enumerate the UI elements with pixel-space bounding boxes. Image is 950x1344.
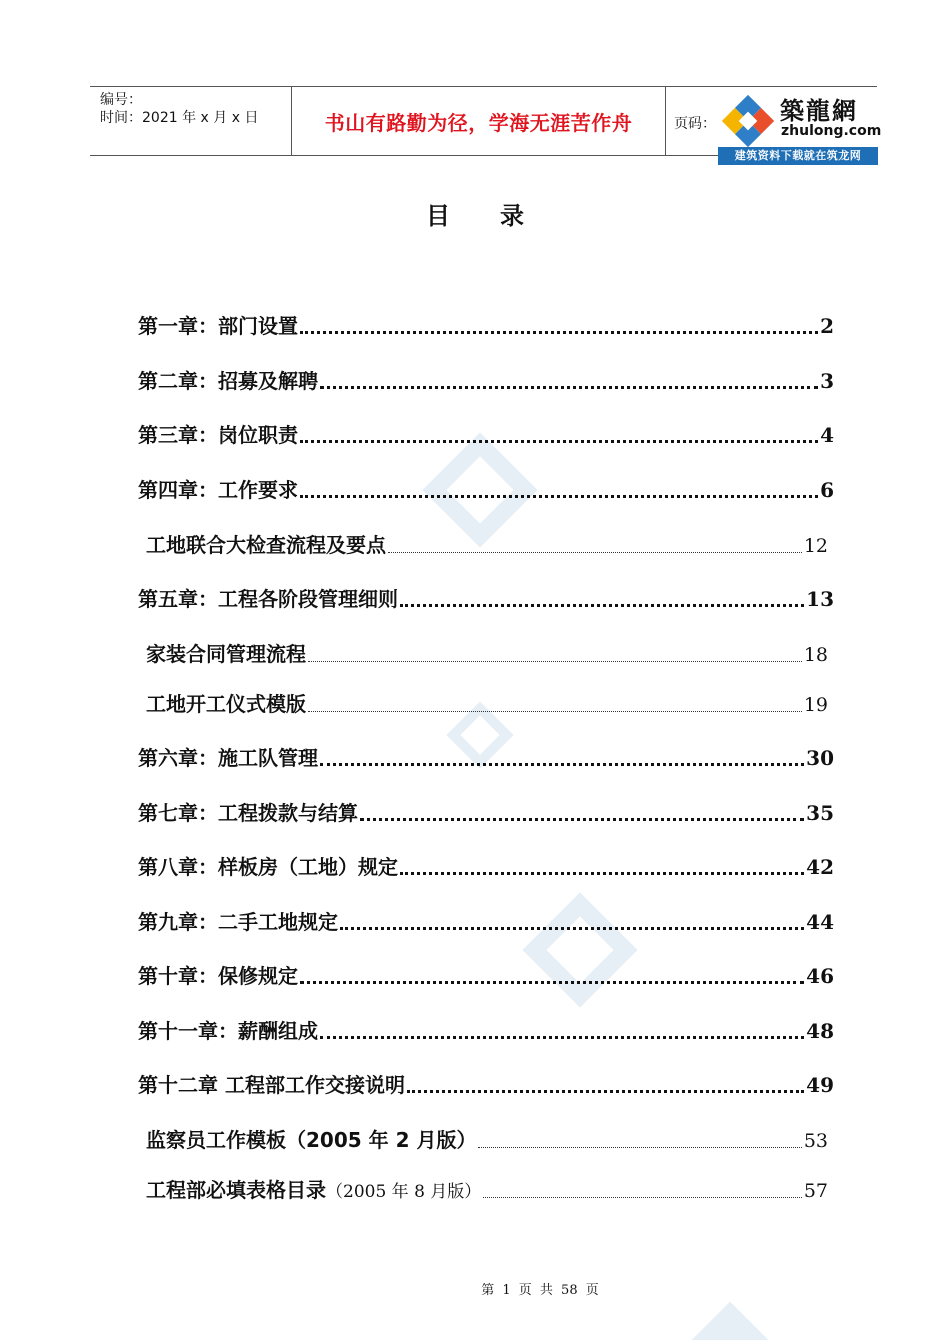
zhulong-logo-icon — [720, 93, 776, 149]
toc-entry-label: 家装合同管理流程 — [146, 642, 306, 666]
header-motto: 书山有路勤为径，学海无涯苦作舟 — [324, 110, 633, 135]
toc-entry-label: 第三章：岗位职责 — [138, 423, 298, 447]
toc-entry-label: 第四章：工作要求 — [138, 478, 298, 502]
toc-entry-label: 工地联合大检查流程及要点 — [146, 533, 386, 557]
toc-entry-page-number: 3 — [820, 369, 834, 393]
logo-tagline: 建筑资料下载就在筑龙网 — [718, 147, 878, 165]
toc-entry-page-number: 12 — [803, 535, 828, 557]
toc-dot-leader — [300, 981, 804, 984]
toc-entry-label: 第八章：样板房（工地）规定 — [138, 855, 398, 879]
toc-entry[interactable] — [138, 797, 834, 826]
toc-dot-leader — [478, 1147, 801, 1148]
toc-dot-leader — [320, 386, 818, 389]
toc-entry-note: （2005 年 8 月版） — [326, 1182, 482, 1202]
page-footer: 第 1 页 共 58 页 — [481, 1283, 599, 1298]
toc-dot-leader — [320, 1036, 804, 1039]
toc-dot-leader — [400, 604, 804, 607]
page-number-label: 页码： — [674, 116, 716, 132]
toc-entry-page-number: 4 — [820, 423, 834, 447]
zhulong-logo — [718, 91, 882, 167]
toc-dot-leader — [320, 763, 804, 766]
toc-entry[interactable] — [146, 688, 828, 717]
toc-entry-label: 第二章：招募及解聘 — [138, 369, 318, 393]
toc-entry-label: 第十二章 工程部工作交接说明 — [138, 1073, 405, 1097]
toc-dot-leader — [340, 927, 804, 930]
toc-entry-page-number: 46 — [806, 964, 834, 988]
toc-entry-page-number: 49 — [806, 1073, 834, 1097]
toc-dot-leader — [308, 711, 802, 712]
toc-entry[interactable] — [138, 851, 834, 880]
toc-entry[interactable] — [146, 638, 828, 667]
toc-entry[interactable] — [138, 419, 834, 448]
toc-entry-page-number: 13 — [806, 587, 834, 611]
toc-entry-page-number: 42 — [806, 855, 834, 879]
toc-entry-page-number: 35 — [806, 801, 834, 825]
toc-entry[interactable] — [138, 365, 834, 394]
toc-entry[interactable] — [138, 583, 834, 612]
toc-entry-label: 工地开工仪式模版 — [146, 692, 306, 716]
header-info-cell — [90, 87, 292, 155]
toc-entry[interactable] — [138, 742, 834, 771]
toc-dot-leader — [360, 818, 804, 821]
toc-dot-leader — [300, 495, 818, 498]
page-header — [90, 86, 882, 162]
toc-entry-page-number: 2 — [820, 314, 834, 338]
toc-entry-page-number: 53 — [803, 1130, 828, 1152]
toc-entry-label: 第五章：工程各阶段管理细则 — [138, 587, 398, 611]
toc-entry-label: 第七章：工程拨款与结算 — [138, 801, 358, 825]
toc-dot-leader — [300, 331, 818, 334]
toc-entry-page-number: 44 — [806, 910, 834, 934]
toc-entry-label: 第一章：部门设置 — [138, 314, 298, 338]
toc-dot-leader — [308, 661, 802, 662]
toc-entry-label: 工程部必填表格目录 — [146, 1178, 326, 1202]
toc-entry-label: 第九章：二手工地规定 — [138, 910, 338, 934]
document-date: 时间：2021 年 x 月 x 日 — [100, 110, 259, 126]
toc-entry[interactable] — [138, 474, 834, 503]
toc-entry[interactable] — [146, 1174, 828, 1203]
toc-entry-page-number: 48 — [806, 1019, 834, 1043]
toc-dot-leader — [400, 872, 804, 875]
toc-entry-label: 第六章：施工队管理 — [138, 746, 318, 770]
toc-entry[interactable] — [138, 1015, 834, 1044]
toc-dot-leader — [388, 552, 802, 553]
toc-entry[interactable] — [146, 529, 828, 558]
logo-url: zhulong.com — [781, 123, 882, 139]
toc-entry[interactable] — [138, 1069, 834, 1098]
toc-entry-page-number: 6 — [820, 478, 834, 502]
toc-entry[interactable] — [138, 960, 834, 989]
toc-entry-page-number: 57 — [803, 1180, 828, 1202]
page-title: 目录 — [426, 201, 574, 230]
toc-entry-page-number: 30 — [806, 746, 834, 770]
toc-dot-leader — [300, 440, 818, 443]
logo-title: 築龍網 — [780, 96, 858, 125]
toc-entry-label: 第十章：保修规定 — [138, 964, 298, 988]
toc-entry[interactable] — [138, 906, 834, 935]
toc-dot-leader — [407, 1090, 804, 1093]
toc-entry-label: 第十一章：薪酬组成 — [138, 1019, 318, 1043]
toc-dot-leader — [483, 1197, 802, 1198]
toc-entry[interactable] — [138, 310, 834, 339]
toc-entry[interactable] — [146, 1124, 828, 1153]
document-number-label: 编号： — [100, 92, 142, 108]
toc-entry-page-number: 19 — [803, 694, 828, 716]
toc-entry-page-number: 18 — [803, 644, 828, 666]
header-page-cell — [666, 87, 882, 162]
watermark-logo-icon — [690, 1300, 770, 1344]
toc-entry-label: 监察员工作模板（2005 年 2 月版） — [146, 1128, 477, 1152]
header-motto-cell — [292, 87, 666, 155]
